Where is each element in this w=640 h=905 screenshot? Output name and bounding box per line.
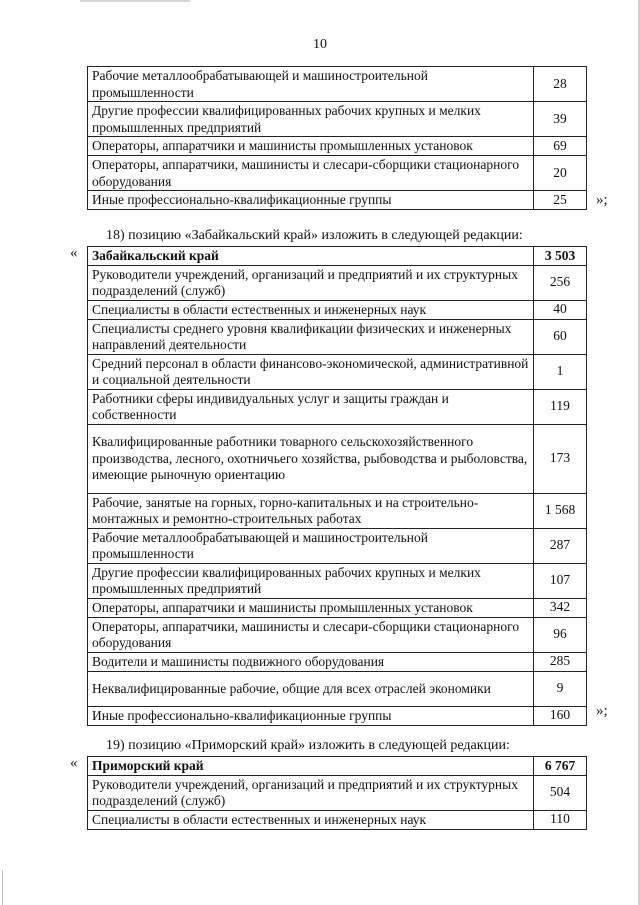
region-header-row	[88, 247, 587, 266]
row-value: 1 568	[534, 493, 587, 528]
row-label: Неквалифицированные рабочие, общие для всех отраслей экономики	[88, 671, 534, 706]
table-row	[88, 671, 587, 706]
row-label: Специалисты в области естественных и инженерных наук	[88, 300, 534, 319]
row-label: Рабочие металлообрабатывающей и машиностроительной промышленности	[88, 67, 534, 102]
table-row	[88, 354, 587, 389]
row-label: Работники сферы индивидуальных услуг и защиты граждан и собственности	[88, 389, 534, 424]
row-value: 9	[534, 671, 587, 706]
row-value: 20	[534, 156, 587, 191]
region-name: Приморский край	[88, 757, 534, 776]
table-row	[88, 265, 587, 300]
table-row	[88, 617, 587, 652]
region-total: 6 767	[534, 757, 587, 776]
region-name: Забайкальский край	[88, 247, 534, 266]
table-row	[88, 706, 587, 725]
table-row	[88, 652, 587, 671]
section-heading: 18) позицию «Забайкальский край» изложить в следующей редакции:	[106, 228, 523, 243]
row-value: 25	[534, 191, 587, 210]
row-value: 1	[534, 354, 587, 389]
row-label: Операторы, аппаратчики и машинисты промышленных установок	[88, 137, 534, 156]
row-label: Рабочие металлообрабатывающей и машиностроительной промышленности	[88, 528, 534, 563]
table-row	[88, 810, 587, 829]
row-value: 256	[534, 265, 587, 300]
opening-quote-mark: «	[70, 755, 78, 771]
row-value: 504	[534, 775, 587, 810]
table-row	[88, 389, 587, 424]
row-label: Квалифицированные работники товарного сельскохозяйственного производства, лесного, охотничьего хозяйства, рыбоводства и рыболовства, имеющие рыночную ориентацию	[88, 424, 534, 493]
row-label: Специалисты среднего уровня квалификации физических и инженерных направлений деятельности	[88, 319, 534, 354]
table-row	[88, 191, 587, 210]
table-row	[88, 156, 587, 191]
closing-quote-mark: »;	[596, 192, 608, 208]
row-label: Операторы, аппаратчики, машинисты и слесари-сборщики стационарного оборудования	[88, 156, 534, 191]
row-value: 107	[534, 563, 587, 598]
section-heading: 19) позицию «Приморский край» изложить в следующей редакции:	[106, 738, 510, 753]
scan-artifact	[80, 0, 190, 2]
table-row	[88, 598, 587, 617]
row-label: Иные профессионально-квалификационные группы	[88, 191, 534, 210]
region-table-primorsky	[87, 756, 587, 830]
row-value: 110	[534, 810, 587, 829]
row-value: 96	[534, 617, 587, 652]
table-row	[88, 493, 587, 528]
row-label: Операторы, аппаратчики, машинисты и слесари-сборщики стационарного оборудования	[88, 617, 534, 652]
row-value: 342	[534, 598, 587, 617]
table-row	[88, 528, 587, 563]
row-label: Специалисты в области естественных и инженерных наук	[88, 810, 534, 829]
row-value: 173	[534, 424, 587, 493]
row-value: 287	[534, 528, 587, 563]
table-row	[88, 67, 587, 102]
closing-quote-mark: »;	[596, 703, 608, 719]
row-label: Другие профессии квалифицированных рабочих крупных и мелких промышленных предприятий	[88, 563, 534, 598]
row-value: 60	[534, 319, 587, 354]
row-label: Руководители учреждений, организаций и предприятий и их структурных подразделений (служб)	[88, 265, 534, 300]
row-value: 119	[534, 389, 587, 424]
page-number: 10	[313, 37, 327, 52]
row-label: Средний персонал в области финансово-экономической, административной и социальной деятельности	[88, 354, 534, 389]
table-row	[88, 563, 587, 598]
row-label: Рабочие, занятые на горных, горно-капитальных и на строительно-монтажных и ремонтно-строительных работах	[88, 493, 534, 528]
table-row	[88, 775, 587, 810]
region-table-zabaikalsky	[87, 246, 587, 726]
continuation-table	[87, 66, 587, 210]
table-row	[88, 300, 587, 319]
row-label: Водители и машинисты подвижного оборудования	[88, 652, 534, 671]
table-row	[88, 137, 587, 156]
row-value: 285	[534, 652, 587, 671]
row-value: 69	[534, 137, 587, 156]
row-label: Другие профессии квалифицированных рабочих крупных и мелких промышленных предприятий	[88, 102, 534, 137]
table-row	[88, 319, 587, 354]
row-label: Руководители учреждений, организаций и предприятий и их структурных подразделений (служб)	[88, 775, 534, 810]
scan-edge	[2, 870, 3, 905]
row-value: 160	[534, 706, 587, 725]
row-label: Операторы, аппаратчики и машинисты промышленных установок	[88, 598, 534, 617]
row-value: 39	[534, 102, 587, 137]
region-header-row	[88, 757, 587, 776]
opening-quote-mark: «	[70, 245, 78, 261]
table-row	[88, 424, 587, 493]
row-value: 40	[534, 300, 587, 319]
row-label: Иные профессионально-квалификационные группы	[88, 706, 534, 725]
table-row	[88, 102, 587, 137]
row-value: 28	[534, 67, 587, 102]
region-total: 3 503	[534, 247, 587, 266]
